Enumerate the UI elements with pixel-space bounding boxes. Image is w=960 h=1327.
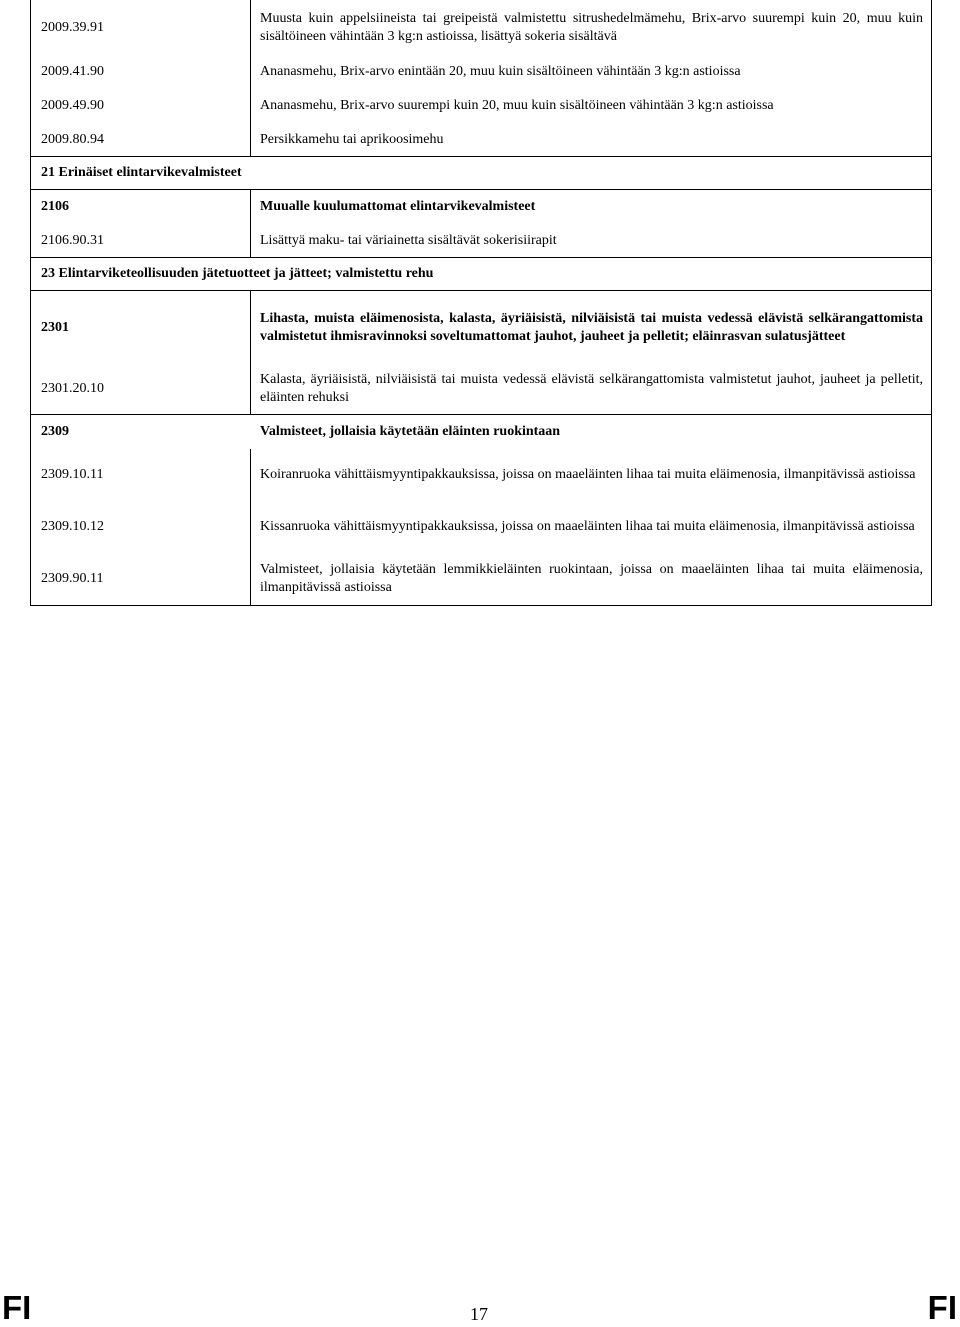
row-description-text: Valmisteet, jollaisia käytetään eläinten ruokintaan xyxy=(260,424,561,439)
table-row xyxy=(31,190,931,224)
row-description-text: Koiranruoka vähittäismyyntipakkauksissa, joissa on maaeläinten lihaa tai muita eläimenosia, ilmanpitävissä astioissa xyxy=(260,467,916,482)
row-description xyxy=(251,553,931,605)
row-code: 2309.10.11 xyxy=(31,449,251,501)
footer-language-right: FI xyxy=(927,1289,957,1326)
row-description xyxy=(251,55,931,89)
row-code: 2309.10.12 xyxy=(31,501,251,553)
row-description-text: Valmisteet, jollaisia käytetään lemmikkieläinten ruokintaan, joissa on maaeläinten lihaa tai muita eläimenosia, ilmanpitävissä astioissa xyxy=(260,562,923,595)
row-description-text: Ananasmehu, Brix-arvo enintään 20, muu kuin sisältöineen vähintään 3 kg:n astioissa xyxy=(260,64,741,79)
table-row xyxy=(31,291,931,364)
footer-language-left: FI xyxy=(2,1289,32,1326)
row-description-text: Persikkamehu tai aprikoosimehu xyxy=(260,131,444,147)
row-code: 2301.20.10 xyxy=(31,364,251,414)
row-description-text: Lisättyä maku- tai väriainetta sisältävät sokerisiirapit xyxy=(260,232,557,248)
row-code: 2309.90.11 xyxy=(31,553,251,605)
page-number: 17 xyxy=(470,1304,488,1324)
table-row xyxy=(31,55,931,89)
table-row xyxy=(31,414,931,449)
row-description xyxy=(251,190,931,224)
section-heading-21: 21 Erinäiset elintarvikevalmisteet xyxy=(31,156,931,190)
tariff-table xyxy=(30,0,932,606)
row-code: 2009.49.90 xyxy=(31,89,251,123)
row-code: 2009.80.94 xyxy=(31,123,251,156)
table-row xyxy=(31,89,931,123)
row-code: 2106.90.31 xyxy=(31,224,251,257)
row-description-text: Muusta kuin appelsiineista tai greipeistä valmistettu sitrushedelmämehu, Brix-arvo suurempi kuin 20, muu kuin sisältöineen vähintään 3 kg:n astioissa, lisättyä sokeria sisältävä xyxy=(260,10,923,44)
row-code: 2301 xyxy=(31,291,251,364)
table-row xyxy=(31,0,931,55)
row-description xyxy=(251,123,931,156)
table-row xyxy=(31,224,931,257)
row-description-text: Kalasta, äyriäisistä, nilviäisistä tai muista vedessä elävistä selkärangattomista valmistetut jauhot, jauheet ja pelletit, eläinten rehuksi xyxy=(260,372,923,405)
section-heading-23: 23 Elintarviketeollisuuden jätetuotteet ja jätteet; valmistettu rehu xyxy=(31,257,931,291)
row-description xyxy=(251,0,931,55)
row-description xyxy=(251,501,931,553)
table-row xyxy=(31,501,931,553)
row-description-text: Muualle kuulumattomat elintarvikevalmisteet xyxy=(260,199,536,214)
row-code: 2009.41.90 xyxy=(31,55,251,89)
row-code: 2009.39.91 xyxy=(31,0,251,55)
row-description xyxy=(251,364,931,414)
row-description-text: Kissanruoka vähittäismyyntipakkauksissa, joissa on maaeläinten lihaa tai muita eläimenosia, ilmanpitävissä astioissa xyxy=(260,519,915,534)
row-code: 2106 xyxy=(31,190,251,224)
table-row xyxy=(31,123,931,156)
row-description xyxy=(251,224,931,257)
row-code: 2309 xyxy=(41,424,69,439)
table-row xyxy=(31,364,931,414)
row-description-text: Ananasmehu, Brix-arvo suurempi kuin 20, muu kuin sisältöineen vähintään 3 kg:n astioissa xyxy=(260,98,774,113)
row-description xyxy=(251,449,931,501)
row-description xyxy=(251,89,931,123)
table-row xyxy=(31,449,931,501)
table-row xyxy=(31,553,931,605)
row-description-text: Lihasta, muista eläimenosista, kalasta, äyriäisistä, nilviäisistä tai muista vedessä elävistä selkärangattomista valmistetut ihmisravinnoksi soveltumattomat jauhot, jauheet ja pelletit; eläinrasvan sulatusjätteet xyxy=(260,310,923,344)
row-description xyxy=(251,415,931,449)
row-description xyxy=(251,291,931,364)
